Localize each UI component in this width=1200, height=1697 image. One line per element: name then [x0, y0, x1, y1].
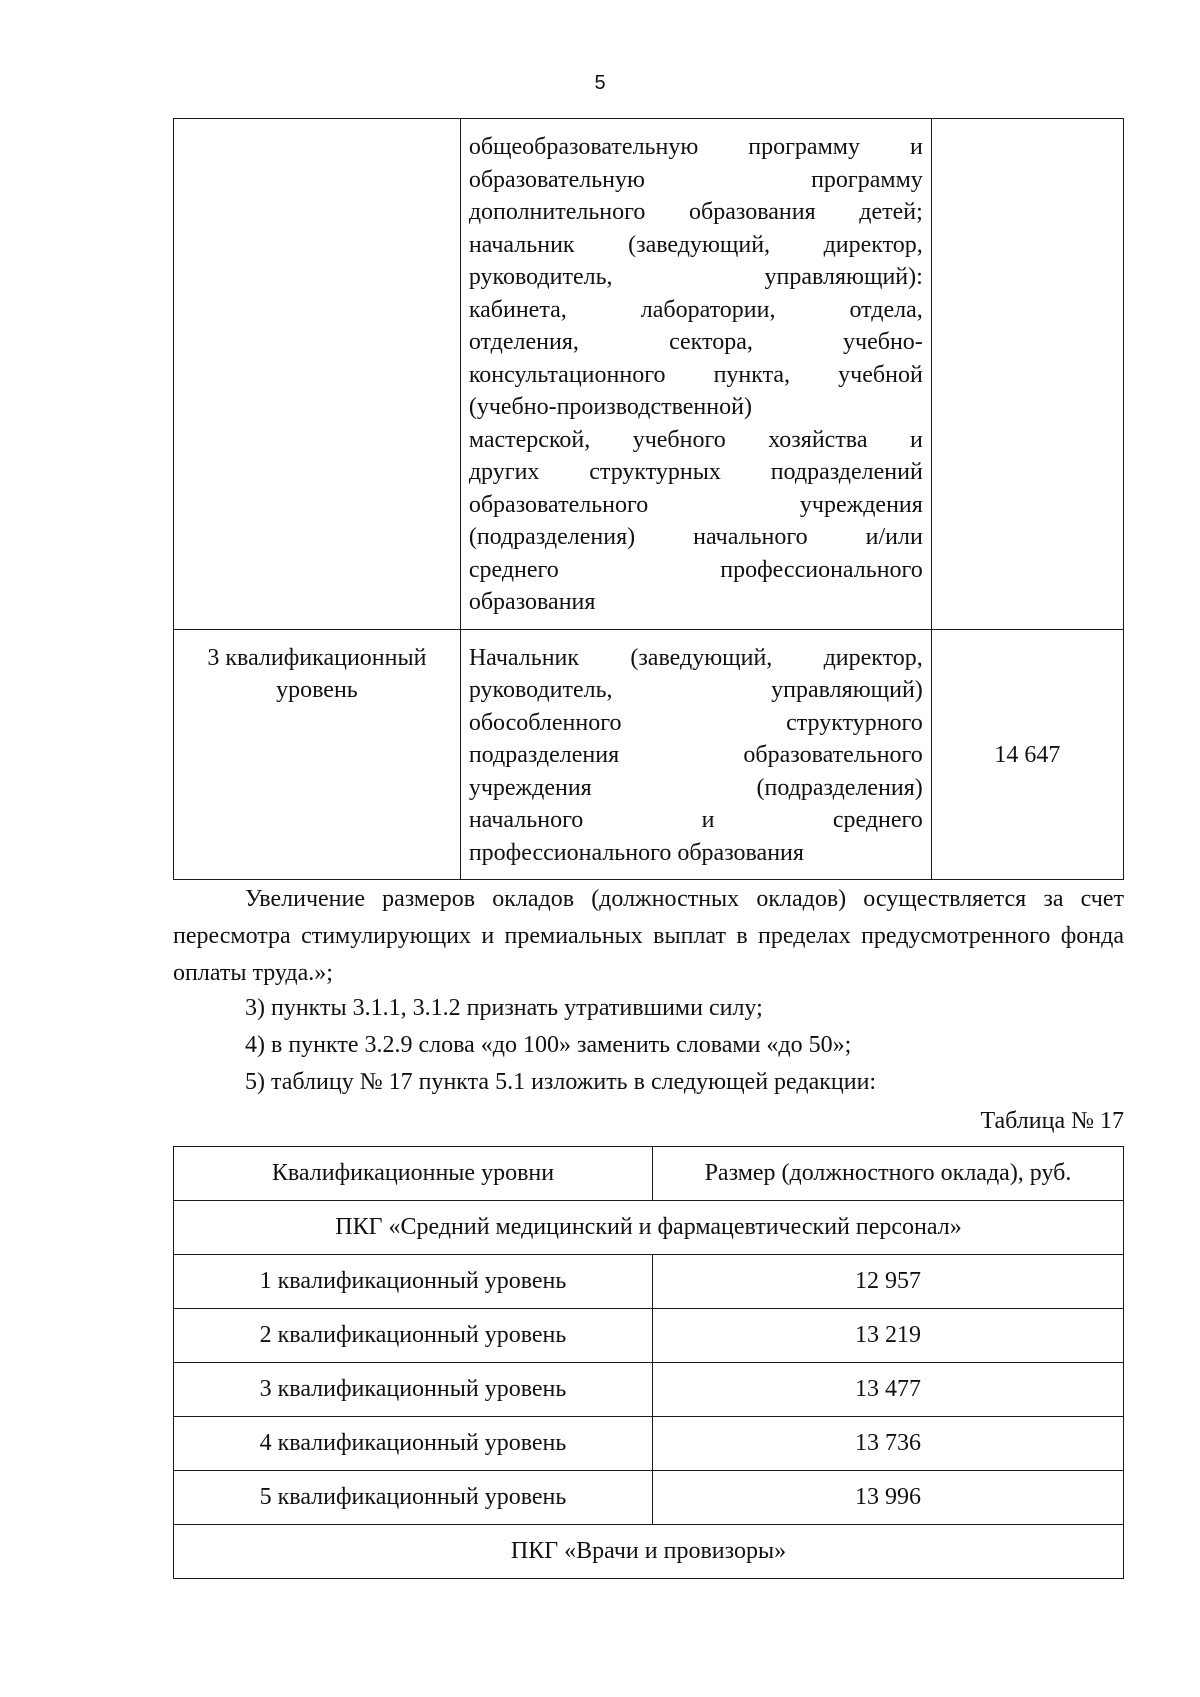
text-line: мастерской, учебного хозяйства и: [468, 426, 923, 453]
paragraph-text: Увеличение размеров окладов (должностных окладов) осуществляется за счет пересмотра стимулирующих и премиальных выплат в пределах предусмотренного фонда оплаты труда.»;: [173, 886, 1124, 986]
position-cell: [460, 119, 931, 630]
group-title: ПКГ «Врачи и провизоры»: [174, 1525, 1124, 1579]
text-line: руководитель, управляющий): [468, 677, 923, 703]
text-line: руководитель, управляющий):: [468, 264, 923, 290]
text-line: Начальник (заведующий, директор,: [468, 644, 923, 671]
table-row: [174, 1417, 1124, 1471]
column-header: Квалификационные уровни: [174, 1147, 653, 1201]
level-cell: 3 квалификационный уровень: [174, 629, 461, 880]
salary-cell: 13 219: [652, 1309, 1123, 1363]
table-row: [174, 629, 1124, 880]
paragraph: [173, 881, 1124, 992]
text-line: учреждения (подразделения): [468, 774, 923, 801]
level-cell: 4 квалификационный уровень: [174, 1417, 653, 1471]
text-line: (учебно-производственной): [468, 394, 752, 420]
salary-cell: 13 736: [652, 1417, 1123, 1471]
text-line: обособленного структурного: [468, 709, 923, 736]
list-item: 5) таблицу № 17 пункта 5.1 изложить в следующей редакции:: [245, 1069, 877, 1095]
level-cell: 5 квалификационный уровень: [174, 1471, 653, 1525]
text-line: (подразделения) начального и/или: [468, 524, 923, 550]
list-item: 4) в пункте 3.2.9 слова «до 100» заменить словами «до 50»;: [245, 1032, 852, 1058]
text-line: кабинета, лаборатории, отдела,: [468, 296, 923, 323]
table-continuation: [173, 118, 1124, 880]
level-cell: 1 квалификационный уровень: [174, 1255, 653, 1309]
level-cell-empty: [174, 119, 461, 630]
table-row: [174, 1309, 1124, 1363]
salary-cell: 13 996: [652, 1471, 1123, 1525]
table-17: [173, 1146, 1124, 1579]
table-row: [174, 1471, 1124, 1525]
level-cell: 3 квалификационный уровень: [174, 1363, 653, 1417]
table-row: [174, 1255, 1124, 1309]
text-line: образования: [468, 589, 596, 615]
salary-cell: 14 647: [931, 629, 1123, 880]
list-item: 3) пункты 3.1.1, 3.1.2 признать утратившими силу;: [245, 995, 763, 1021]
text-line: профессионального образования: [468, 839, 804, 866]
text-line: среднего профессионального: [468, 556, 923, 583]
text-line: консультационного пункта, учебной: [468, 361, 923, 388]
text-line: начальник (заведующий, директор,: [468, 231, 923, 258]
column-header: Размер (должностного оклада), руб.: [652, 1147, 1123, 1201]
group-title: ПКГ «Средний медицинский и фармацевтический персонал»: [174, 1201, 1124, 1255]
table-row: [174, 1363, 1124, 1417]
text-line: образовательного учреждения: [468, 491, 923, 518]
salary-cell: 12 957: [652, 1255, 1123, 1309]
text-line: других структурных подразделений: [468, 459, 923, 485]
text-line: начального и среднего: [468, 807, 923, 833]
page-number: 5: [594, 72, 606, 94]
group-row: [174, 1201, 1124, 1255]
text-line: дополнительного образования детей;: [468, 199, 923, 225]
table-row: [174, 119, 1124, 630]
text-line: отделения, сектора, учебно-: [468, 329, 923, 355]
salary-cell: 13 477: [652, 1363, 1123, 1417]
table-header-row: [174, 1147, 1124, 1201]
text-line: подразделения образовательного: [468, 742, 923, 768]
position-cell: [460, 629, 931, 880]
group-row: [174, 1525, 1124, 1579]
table-caption: Таблица № 17: [980, 1108, 1124, 1134]
text-line: общеобразовательную программу и: [468, 134, 923, 160]
text-line: образовательную программу: [468, 166, 923, 193]
level-cell: 2 квалификационный уровень: [174, 1309, 653, 1363]
salary-cell-empty: [931, 119, 1123, 630]
